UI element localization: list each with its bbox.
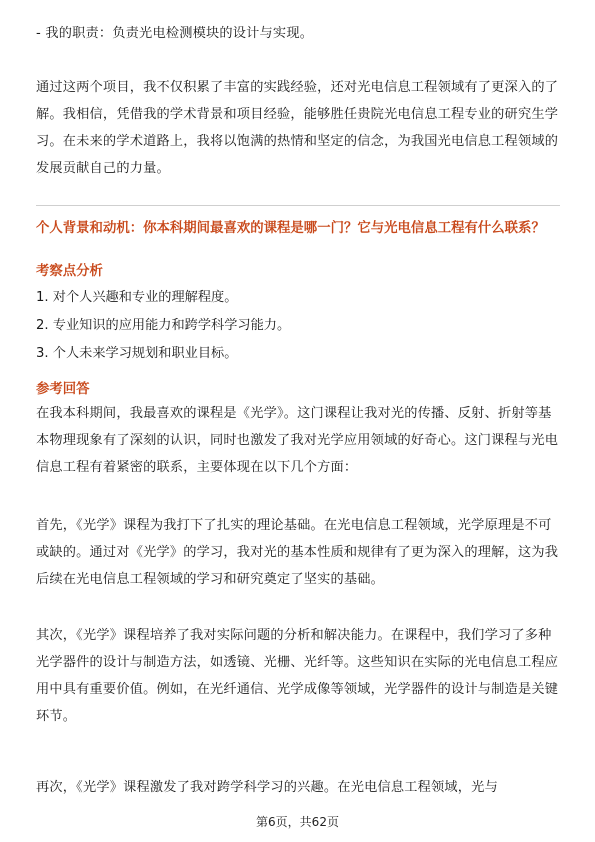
- answer-paragraph: 首先，《光学》课程为我打下了扎实的理论基础。在光电信息工程领域，光学原理是不可或缺的。通过对《光学》的学习，我对光的基本性质和规律有了更为深入的理解，这为我后续在光电信息工程领域的学习和研究奠定了坚实的基础。: [36, 518, 559, 587]
- interview-question: 个人背景和动机：你本科期间最喜欢的课程是哪一门？它与光电信息工程有什么联系？: [36, 221, 545, 236]
- responsibility-line: - 我的职责：负责光电检测模块的设计与实现。: [36, 26, 314, 41]
- page-number: 第6页，共62页: [256, 815, 339, 829]
- answer-paragraph: 在我本科期间，我最喜欢的课程是《光学》。这门课程让我对光的传播、反射、折射等基本物理现象有了深刻的认识，同时也激发了我对光学应用领域的好奇心。这门课程与光电信息工程有着紧密的联系，主要体现在以下几个方面：: [36, 406, 559, 475]
- analysis-item: 3. 个人未来学习规划和职业目标。: [36, 346, 238, 361]
- summary-paragraph: 通过这两个项目，我不仅积累了丰富的实践经验，还对光电信息工程领域有了更深入的了解。我相信，凭借我的学术背景和项目经验，能够胜任贵院光电信息工程专业的研究生学习。在未来的学术道路上，我将以饱满的热情和坚定的信念，为我国光电信息工程领域的发展贡献自己的力量。: [36, 80, 559, 176]
- analysis-heading: 考察点分析: [36, 264, 103, 279]
- analysis-item: 2. 专业知识的应用能力和跨学科学习能力。: [36, 318, 291, 333]
- answer-heading: 参考回答: [36, 382, 90, 397]
- answer-paragraph: 再次，《光学》课程激发了我对跨学科学习的兴趣。在光电信息工程领域，光与: [36, 780, 498, 795]
- analysis-item: 1. 对个人兴趣和专业的理解程度。: [36, 290, 238, 305]
- section-divider: [36, 205, 560, 206]
- answer-paragraph: 其次，《光学》课程培养了我对实际问题的分析和解决能力。在课程中，我们学习了多种光学器件的设计与制造方法，如透镜、光栅、光纤等。这些知识在实际的光电信息工程应用中具有重要价值。例如，在光纤通信、光学成像等领域，光学器件的设计与制造是关键环节。: [36, 628, 559, 724]
